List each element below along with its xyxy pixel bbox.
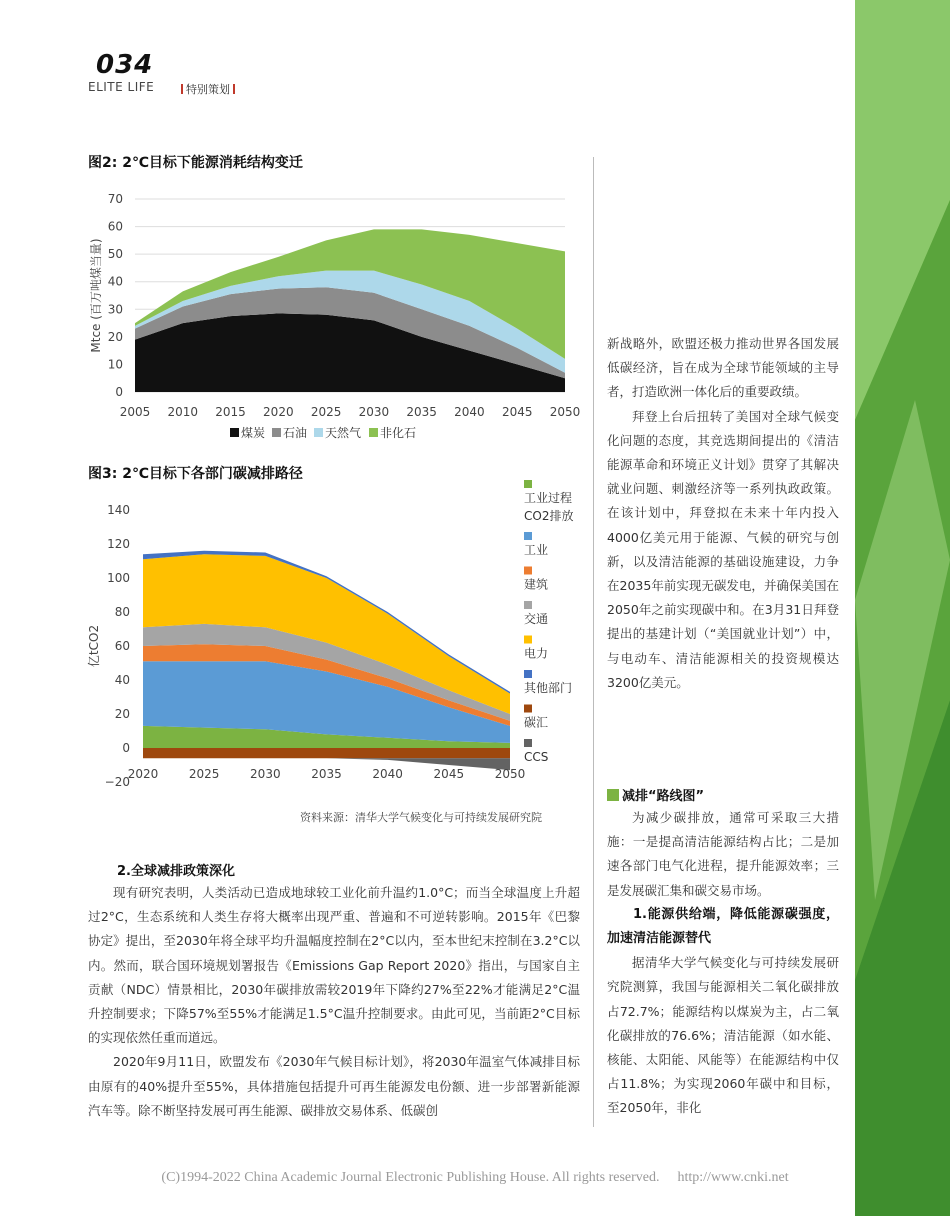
legend-label: 煤炭 — [241, 426, 266, 440]
x-tick-label: 2020 — [263, 405, 294, 419]
figure3-title: 图3: 2℃目标下各部门碳减排路径 — [88, 466, 303, 482]
legend-label: CCS — [524, 750, 549, 764]
figure3-chart — [80, 470, 590, 795]
x-tick-label: 2050 — [549, 405, 581, 419]
legend-swatch — [524, 636, 532, 644]
x-tick-label: 2025 — [188, 767, 220, 781]
x-tick-label: 2050 — [494, 767, 526, 781]
section-heading-policy: 2.全球减排政策深化 — [117, 864, 235, 879]
y-tick-label: 30 — [107, 302, 123, 317]
section-tag-label: 特别策划 — [186, 83, 230, 96]
legend-label: 碳汇 — [524, 715, 549, 730]
y-tick-label: 40 — [114, 673, 130, 687]
y-tick-label: 60 — [107, 219, 123, 234]
y-tick-label: 0 — [122, 741, 130, 755]
x-tick-label: 2030 — [250, 767, 281, 781]
x-tick-label: 2035 — [406, 405, 437, 419]
x-tick-label: 2040 — [454, 405, 485, 419]
legend-label-cont: CO2排放 — [524, 509, 574, 523]
y-tick-label: 120 — [107, 537, 130, 551]
x-tick-label: 2015 — [215, 405, 246, 419]
y-tick-label: 60 — [114, 639, 130, 653]
legend-label: 石油 — [283, 426, 308, 440]
x-tick-label: 2025 — [310, 405, 342, 419]
y-tick-label: 40 — [107, 274, 123, 289]
left-article-body — [88, 881, 580, 1123]
legend-label: 其他部门 — [524, 681, 573, 695]
section-tag — [178, 81, 238, 97]
roadmap-heading — [607, 785, 704, 804]
y-tick-label: 10 — [107, 357, 123, 372]
y-tick-label: 20 — [114, 707, 130, 721]
legend-label: 工业 — [524, 543, 549, 557]
x-tick-label: 2035 — [311, 767, 342, 781]
legend-label: 天然气 — [325, 426, 362, 440]
legend-label: 工业过程 — [524, 491, 573, 505]
area-series-碳汇 — [143, 748, 510, 758]
x-tick-label: 2040 — [372, 767, 403, 781]
legend-swatch — [524, 670, 532, 678]
x-tick-label: 2005 — [119, 405, 151, 419]
legend-swatch — [524, 532, 532, 540]
x-tick-label: 2030 — [358, 405, 390, 419]
paragraph: 拜登上台后扭转了美国对全球气候变化问题的态度，其竞选期间提出的《清洁能源革命和环境正义计划》贯穿了其解决就业问题、刺激经济等一系列执政政策。在该计划中，拜登拟在未来十年内投入4000亿美元用于能源、气候的研究与创新，以及清洁能源的基础设施建设，力争在2035年前实现无碳发电，并确保美国在2050年之前实现碳中和。在3月31日拜登提出的基建计划（“美国就业计划”）中，与电动车、清洁能源相关的投资规模达3200亿美元。 — [607, 408, 839, 690]
green-square-icon — [607, 789, 619, 801]
paragraph: 2020年9月11日，欧盟发布《2030年气候目标计划》，将2030年温室气体减排目标由原有的40%提升至55%，具体措施包括提升可再生能源发电份额、进一步部署新能源汽车等。除不断坚持发展可再生能源、碳排放交易体系、低碳创 — [88, 1054, 580, 1118]
y-tick-label: 140 — [107, 503, 130, 517]
x-tick-label: 2045 — [433, 767, 465, 781]
subheading-energy-supply: 1.能源供给端，降低能源碳强度，加速清洁能源替代 — [607, 906, 839, 947]
figure2-chart — [80, 185, 590, 450]
source-note: 资料来源：清华大学气候变化与可持续发展研究院 — [300, 811, 542, 824]
magazine-brand: ELITE LIFE — [88, 80, 155, 94]
roadmap-heading-text: 减排“路线图” — [622, 789, 705, 804]
legend-swatch — [524, 567, 532, 575]
legend-label: 交通 — [524, 612, 549, 626]
y-tick-label: 80 — [114, 605, 130, 619]
legend-swatch — [230, 428, 239, 437]
paragraph: 据清华大学气候变化与可持续发展研究院测算，我国与能源相关二氧化碳排放占72.7%；能源结构以煤炭为主，占二氧化碳排放的76.6%；清洁能源（如水能、核能、太阳能、风能等）在能源结构中仅占11.8%；为实现2060年碳中和目标，至2050年，非化 — [607, 955, 839, 1116]
page-number: 034 — [96, 50, 154, 80]
right-column-body-2 — [607, 806, 839, 1121]
legend-swatch — [524, 705, 532, 713]
legend-swatch — [524, 739, 532, 747]
y-axis-label: 亿tCO2 — [87, 624, 101, 668]
column-divider — [593, 157, 594, 1127]
paragraph: 新战略外，欧盟还极力推动世界各国发展低碳经济，旨在成为全球节能领域的主导者，打造欧洲一体化后的重要政绩。 — [607, 336, 839, 400]
decorative-green-band — [855, 0, 950, 1216]
legend-label: 电力 — [524, 646, 549, 661]
y-tick-label: 0 — [115, 385, 123, 399]
legend-swatch — [314, 428, 323, 437]
legend-swatch — [369, 428, 378, 437]
y-tick-label: −20 — [104, 775, 130, 789]
x-tick-label: 2045 — [501, 405, 533, 419]
y-tick-label: 100 — [107, 571, 130, 585]
legend-swatch — [272, 428, 281, 437]
legend-swatch — [524, 480, 532, 488]
figure2-title: 图2: 2℃目标下能源消耗结构变迁 — [88, 155, 303, 171]
x-tick-label: 2020 — [127, 767, 159, 781]
legend-swatch — [524, 601, 532, 609]
legend-label: 建筑 — [524, 577, 549, 592]
right-column-body — [607, 332, 839, 695]
y-tick-label: 70 — [107, 192, 123, 206]
y-tick-label: 20 — [107, 329, 123, 344]
legend-label: 非化石 — [380, 426, 417, 440]
y-axis-label: Mtce (百万吨煤当量) — [89, 238, 103, 353]
paragraph: 为减少碳排放，通常可采取三大措施：一是提高清洁能源结构占比；二是加速各部门电气化进程，提升能源效率；三是发展碳汇集和碳交易市场。 — [607, 810, 839, 898]
copyright-footer — [0, 1170, 950, 1186]
cnki-url[interactable]: http://www.cnki.net — [677, 1170, 789, 1185]
y-tick-label: 50 — [107, 247, 123, 262]
x-tick-label: 2010 — [167, 405, 199, 419]
copyright-text: (C)1994-2022 China Academic Journal Electronic Publishing House. All rights reserved. — [161, 1170, 660, 1185]
paragraph: 现有研究表明，人类活动已造成地球较工业化前升温约1.0°C；而当全球温度上升超过2°C，生态系统和人类生存将大概率出现严重、普遍和不可逆转影响。2015年《巴黎协定》提出，至2030年将全球平均升温幅度控制在2°C以内，至本世纪末控制在3.2°C以内。然而，联合国环境规划署报告《Emissions Gap Report 2020》指出，与国家自主贡献（NDC）情景相比，2030年碳排放需较2019年下降约27%至22%才能满足2°C温升控制要求；下降57%至55%才能满足1.5°C温升控制要求。由此可见，当前距2°C目标的实现依然任重而道远。 — [88, 885, 580, 1046]
